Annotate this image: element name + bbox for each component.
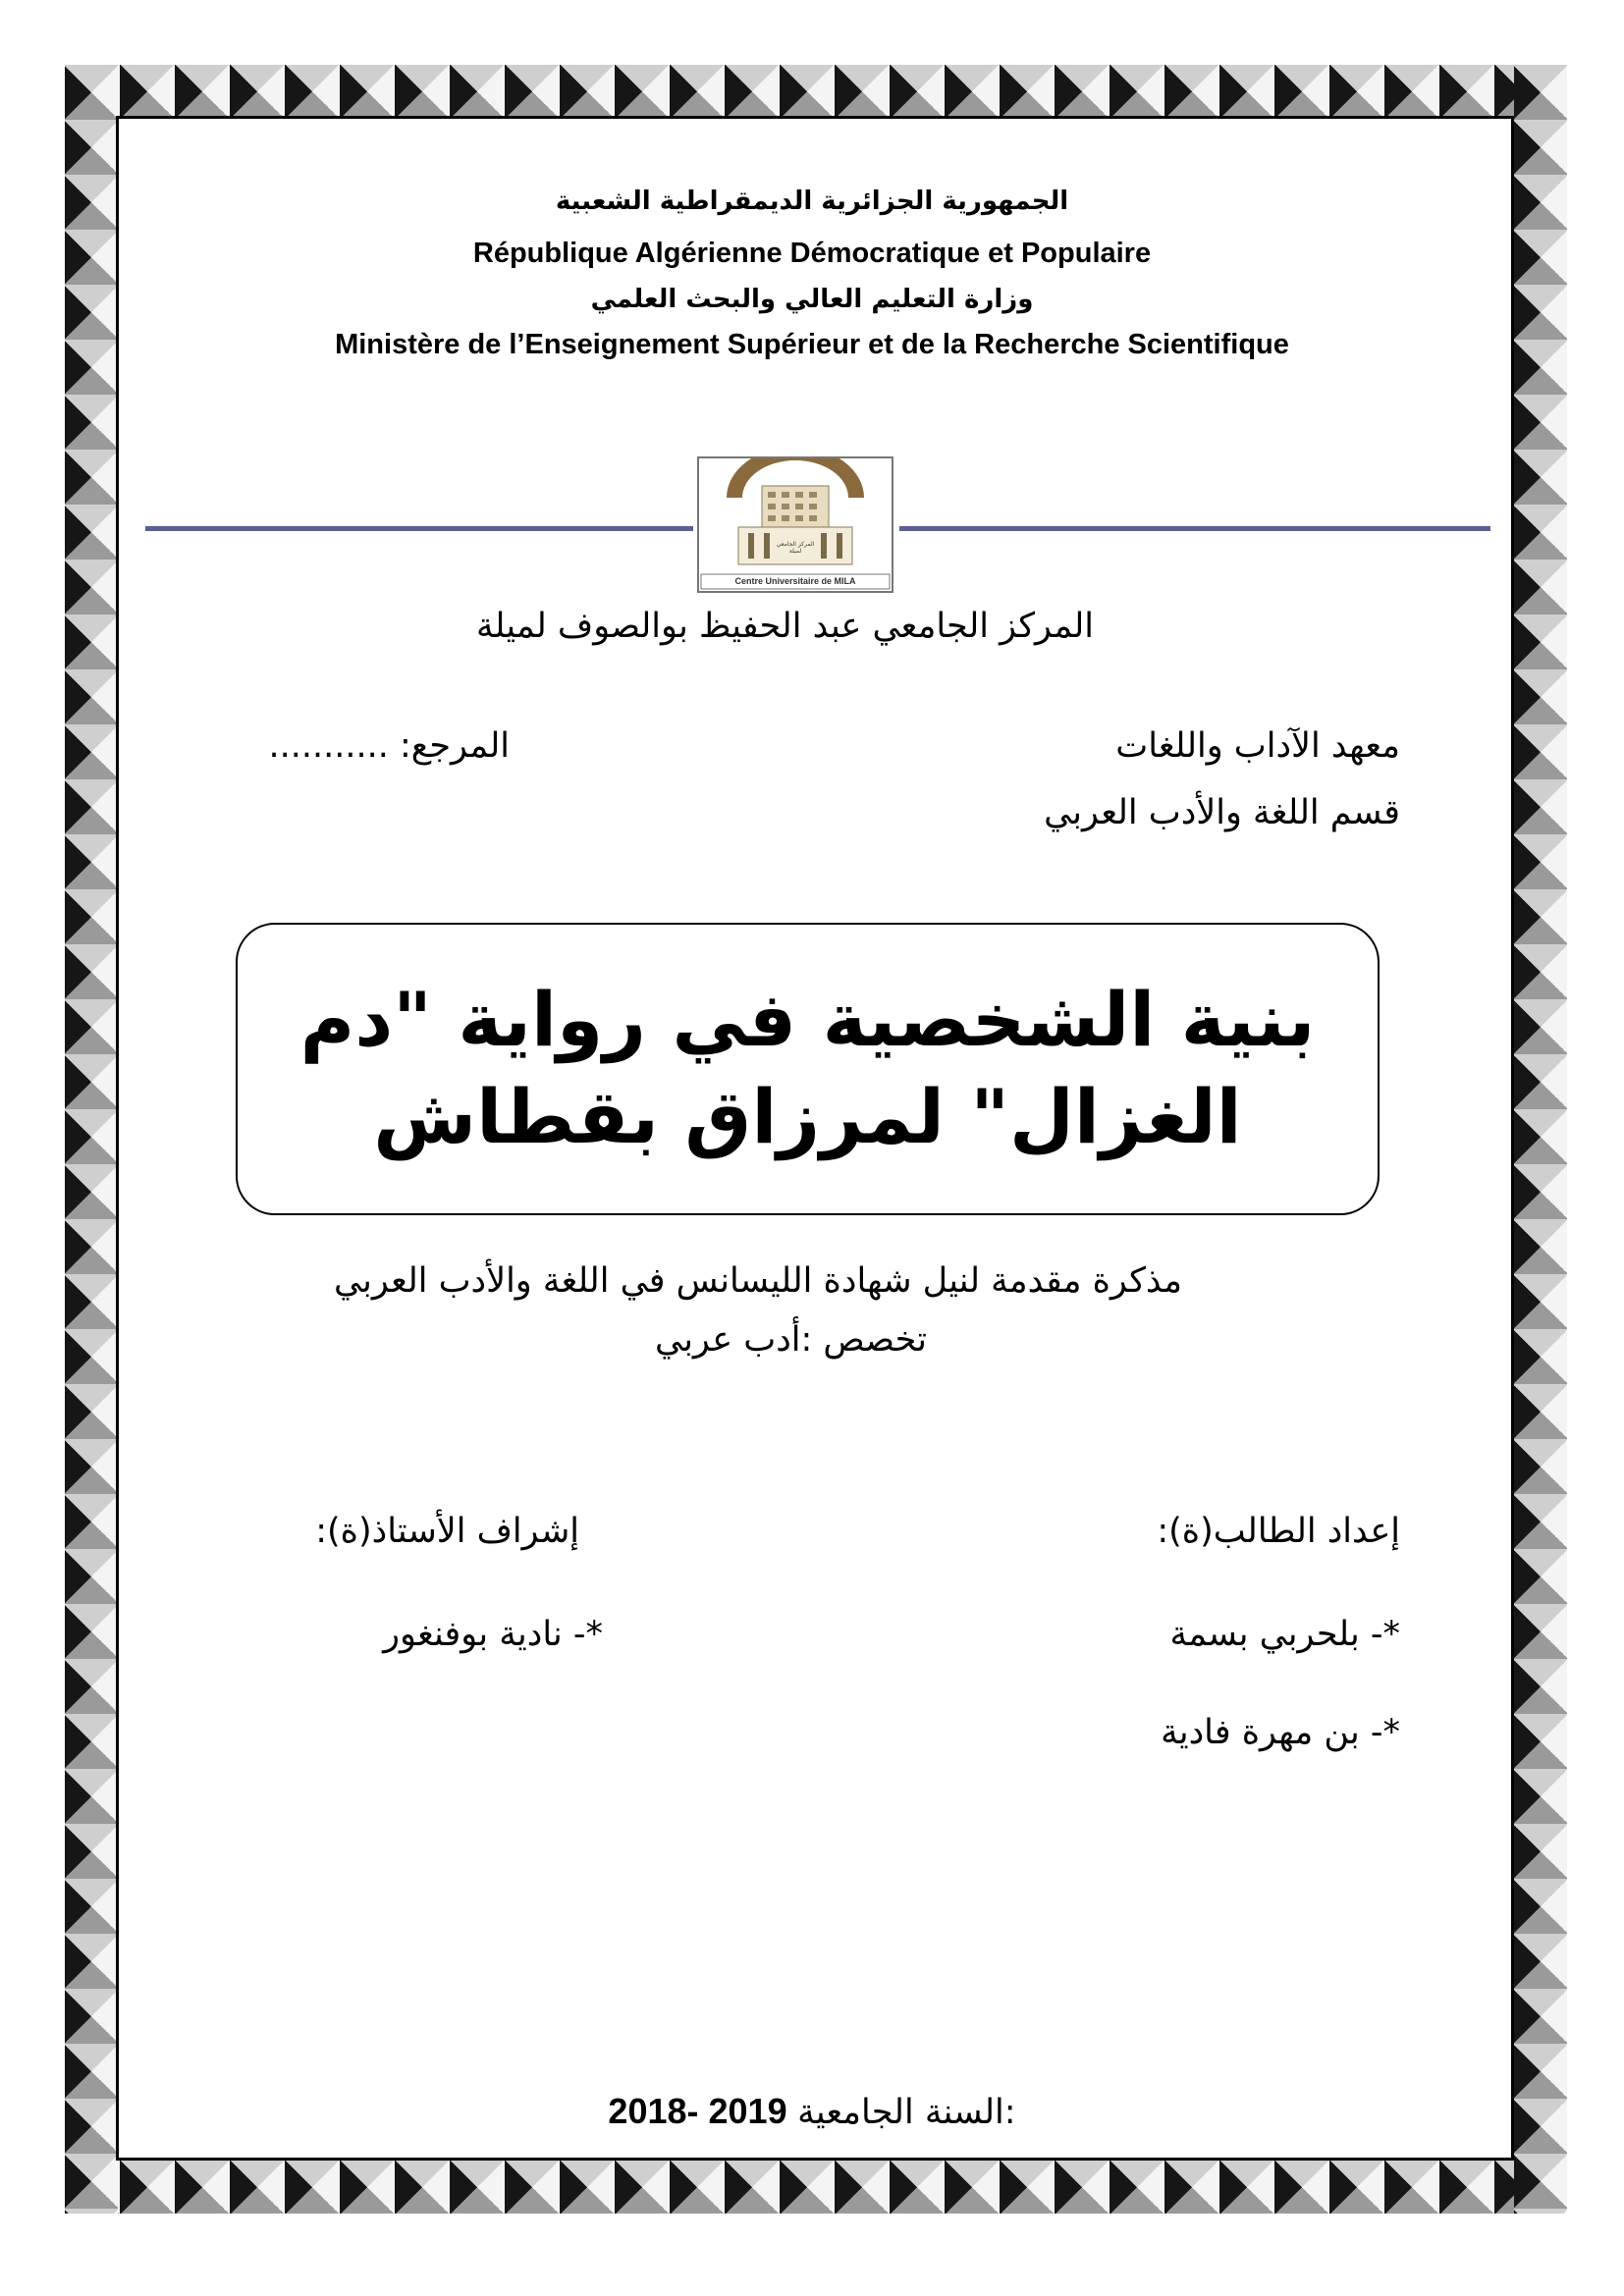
logo-inner-text: المركز الجامعي لميلة bbox=[776, 541, 815, 555]
ministry-arabic: وزارة التعليم العالي والبحث العلمي bbox=[590, 285, 1034, 314]
reference-field: المرجع: ........... bbox=[268, 726, 510, 766]
thesis-title-box bbox=[236, 923, 1380, 1215]
ministry-french: Ministère de l’Enseignement Supérieur et de la Recherche Scientifique bbox=[335, 329, 1289, 360]
university-name: المركز الجامعي عبد الحفيظ بوالصوف لميلة bbox=[475, 607, 1094, 646]
header-rule-left bbox=[145, 526, 693, 531]
specialty: تخصص :أدب عربي bbox=[655, 1320, 927, 1360]
header-rule-right bbox=[899, 526, 1490, 531]
institute-name: معهد الآداب واللغات bbox=[1115, 726, 1400, 766]
students-label: إعداد الطالب(ة): bbox=[1157, 1512, 1400, 1551]
academic-year-label: السنة الجامعية: bbox=[797, 2093, 1016, 2132]
thesis-title-line-2: الغزال" لمرزاق بقطاش bbox=[373, 1073, 1242, 1160]
department-name: قسم اللغة والأدب العربي bbox=[1044, 793, 1400, 832]
degree-statement: مذكرة مقدمة لنيل شهادة الليسانس في اللغة والأدب العربي bbox=[333, 1261, 1182, 1301]
logo-caption: Centre Universitaire de MILA bbox=[734, 576, 856, 586]
republic-french: République Algérienne Démocratique et Populaire bbox=[472, 238, 1152, 269]
academic-year-value: 2018- 2019 bbox=[608, 2091, 787, 2131]
republic-arabic: الجمهورية الجزائرية الديمقراطية الشعبية bbox=[555, 187, 1069, 216]
thesis-title-line-1: بنية الشخصية في رواية "دم bbox=[299, 976, 1316, 1064]
supervisor-label: إشراف الأستاذ(ة): bbox=[315, 1512, 579, 1551]
supervisor-name: *- نادية بوفنغور bbox=[383, 1615, 603, 1654]
student-name-1: *- بلحربي بسمة bbox=[1169, 1615, 1400, 1654]
university-logo bbox=[697, 456, 893, 593]
student-name-2: *- بن مهرة فادية bbox=[1161, 1713, 1400, 1752]
academic-year bbox=[0, 2091, 1624, 2132]
